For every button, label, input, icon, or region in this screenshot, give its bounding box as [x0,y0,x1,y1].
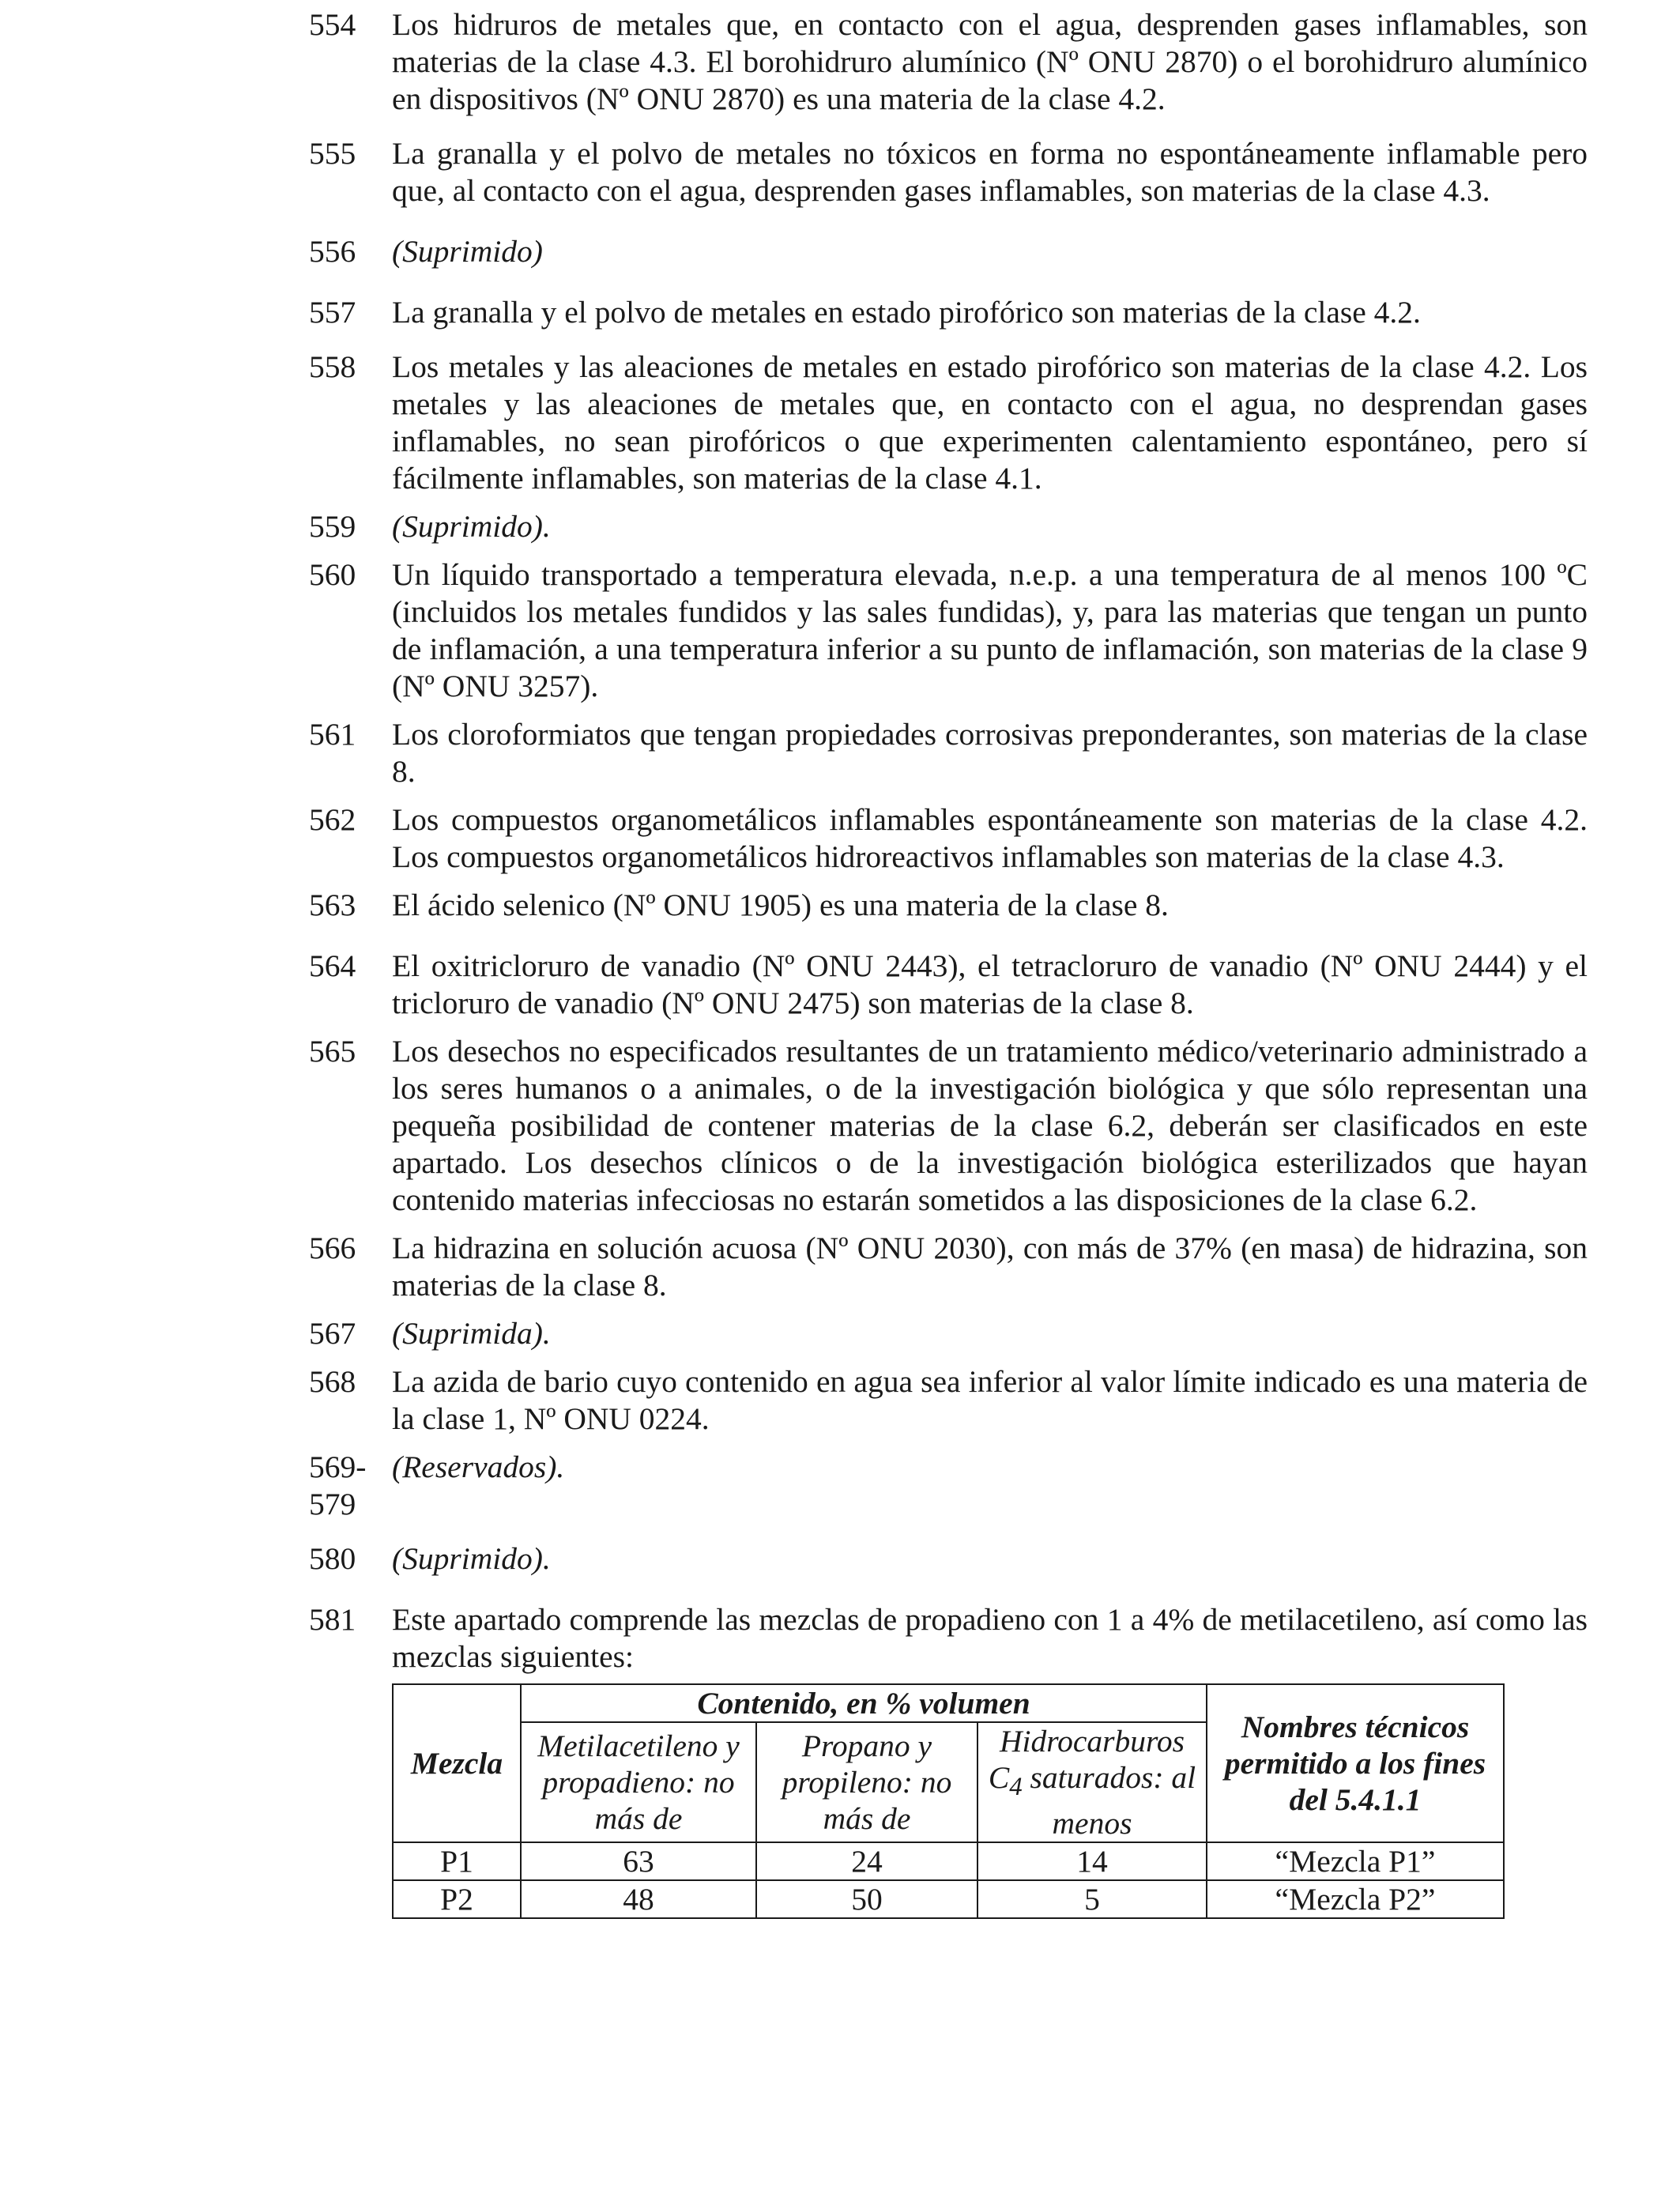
provision-number: 567 [309,1316,356,1351]
provision-text: (Suprimida). [392,1316,551,1351]
header-mezcla: Mezcla [393,1684,521,1842]
header-metilacetileno: Metilacetileno y propadieno: no más de [521,1722,756,1842]
header-contenido: Contenido, en % volumen [521,1684,1207,1722]
provision-557 [309,294,1588,331]
provision-555 [309,135,1588,209]
provision-text: Este apartado comprende las mezclas de propadieno con 1 a 4% de metilacetileno, así como las mezclas siguientes: [392,1602,1588,1674]
subscript-4: 4 [1009,1772,1023,1801]
provision-number: 568 [309,1364,356,1399]
special-provisions-list [309,6,1588,1919]
provision-580 [309,1540,1588,1578]
cell-nombre-tecnico: “Mezcla P2” [1207,1880,1504,1918]
provision-number: 555 [309,136,356,171]
provision-text: El oxitricloruro de vanadio (Nº ONU 2443), el tetracloruro de vanadio (Nº ONU 2444) y el tricloruro de vanadio (Nº ONU 2475) son materias de la clase 8. [392,948,1588,1020]
table-row [393,1880,1504,1918]
provision-text: Los compuestos organometálicos inflamables espontáneamente son materias de la clase 4.2. Los compuestos organometálicos hidroreactivos inflamables son materias de la clase 4.3. [392,802,1588,874]
header-hidrocarburos-rest: saturados: al menos [1022,1760,1196,1841]
cell-propano: 50 [756,1880,977,1918]
provision-number: 565 [309,1034,356,1069]
provision-number: 566 [309,1231,356,1265]
provision-556 [309,233,1588,270]
provision-text: Los hidruros de metales que, en contacto con el agua, desprenden gases inflamables, son materias de la clase 4.3. El borohidruro alumínico (Nº ONU 2870) o el borohidruro alumínico en dispositivos (Nº ONU 2870) es una materia de la clase 4.2. [392,7,1588,116]
cell-propano: 24 [756,1842,977,1880]
header-hidrocarburos-text: Hidrocarburos C [988,1724,1185,1795]
provision-text: Los metales y las aleaciones de metales en estado pirofórico son materias de la clase 4.2. Los metales y las aleaciones de metales que, en contacto con el agua, no desprendan gases inflamables, no sean pirofóricos o que experimenten calentamiento espontáneo, pero sí fácilmente inflamables, son materias de la clase 4.1. [392,349,1588,496]
provision-text: (Reservados). [392,1449,565,1484]
provision-number: 569-579 [309,1449,367,1521]
provision-text: Los desechos no especificados resultantes de un tratamiento médico/veterinario administrado a los seres humanos o a animales, o de la investigación biológica y que sólo representan una pequeña posibilidad de contener materias de la clase 6.2, deberán ser clasificados en este apartado. Los desechos clínicos o de la investigación biológica esterilizados que hayan contenido materias infecciosas no estarán sometidos a las disposiciones de la clase 6.2. [392,1034,1588,1217]
provision-text: El ácido selenico (Nº ONU 1905) es una materia de la clase 8. [392,888,1169,922]
cell-hidrocarburos: 14 [977,1842,1207,1880]
provision-558 [309,349,1588,497]
provision-560 [309,556,1588,705]
provision-text: (Suprimido). [392,1541,551,1576]
provision-text: La granalla y el polvo de metales no tóxicos en forma no espontáneamente inflamable pero que, al contacto con el agua, desprenden gases inflamables, son materias de la clase 4.3. [392,136,1588,208]
provision-564 [309,948,1588,1022]
provision-number: 580 [309,1541,356,1576]
provision-569-579 [309,1449,1588,1523]
cell-metilacetileno: 48 [521,1880,756,1918]
provision-567 [309,1315,1588,1352]
provision-581 [309,1601,1588,1676]
provision-number: 564 [309,948,356,983]
provision-562 [309,801,1588,876]
provision-text: La hidrazina en solución acuosa (Nº ONU 2030), con más de 37% (en masa) de hidrazina, son materias de la clase 8. [392,1231,1588,1302]
header-nombres-tecnicos: Nombres técnicos permitido a los fines del 5.4.1.1 [1207,1684,1504,1842]
provision-554 [309,6,1588,118]
provision-number: 560 [309,557,356,592]
mixture-table [392,1683,1505,1919]
provision-number: 563 [309,888,356,922]
provision-text: Los cloroformiatos que tengan propiedades corrosivas preponderantes, son materias de la clase 8. [392,717,1588,789]
cell-mezcla: P2 [393,1880,521,1918]
provision-number: 554 [309,7,356,42]
provision-559 [309,508,1588,545]
provision-text: Un líquido transportado a temperatura elevada, n.e.p. a una temperatura de al menos 100 ºC (incluidos los metales fundidos y las sales fundidas), y, para las materias que tengan un punto de inflamación, a una temperatura inferior a su punto de inflamación, son materias de la clase 9 (Nº ONU 3257). [392,557,1588,703]
provision-number: 562 [309,802,356,837]
provision-number: 558 [309,349,356,384]
provision-number: 559 [309,509,356,544]
provision-561 [309,716,1588,790]
provision-number: 561 [309,717,356,752]
cell-mezcla: P1 [393,1842,521,1880]
header-propano: Propano y propileno: no más de [756,1722,977,1842]
provision-563 [309,887,1588,924]
provision-text: (Suprimido). [392,509,551,544]
provision-568 [309,1363,1588,1438]
provision-text: La granalla y el polvo de metales en estado pirofórico son materias de la clase 4.2. [392,295,1421,330]
cell-metilacetileno: 63 [521,1842,756,1880]
provision-number: 556 [309,234,356,269]
cell-hidrocarburos: 5 [977,1880,1207,1918]
provision-text: (Suprimido) [392,234,543,269]
provision-565 [309,1033,1588,1219]
cell-nombre-tecnico: “Mezcla P1” [1207,1842,1504,1880]
provision-number: 581 [309,1602,356,1637]
provision-text: La azida de bario cuyo contenido en agua sea inferior al valor límite indicado es una materia de la clase 1, Nº ONU 0224. [392,1364,1588,1436]
header-hidrocarburos [977,1722,1207,1842]
provision-number: 557 [309,295,356,330]
table-row [393,1842,1504,1880]
provision-566 [309,1230,1588,1304]
